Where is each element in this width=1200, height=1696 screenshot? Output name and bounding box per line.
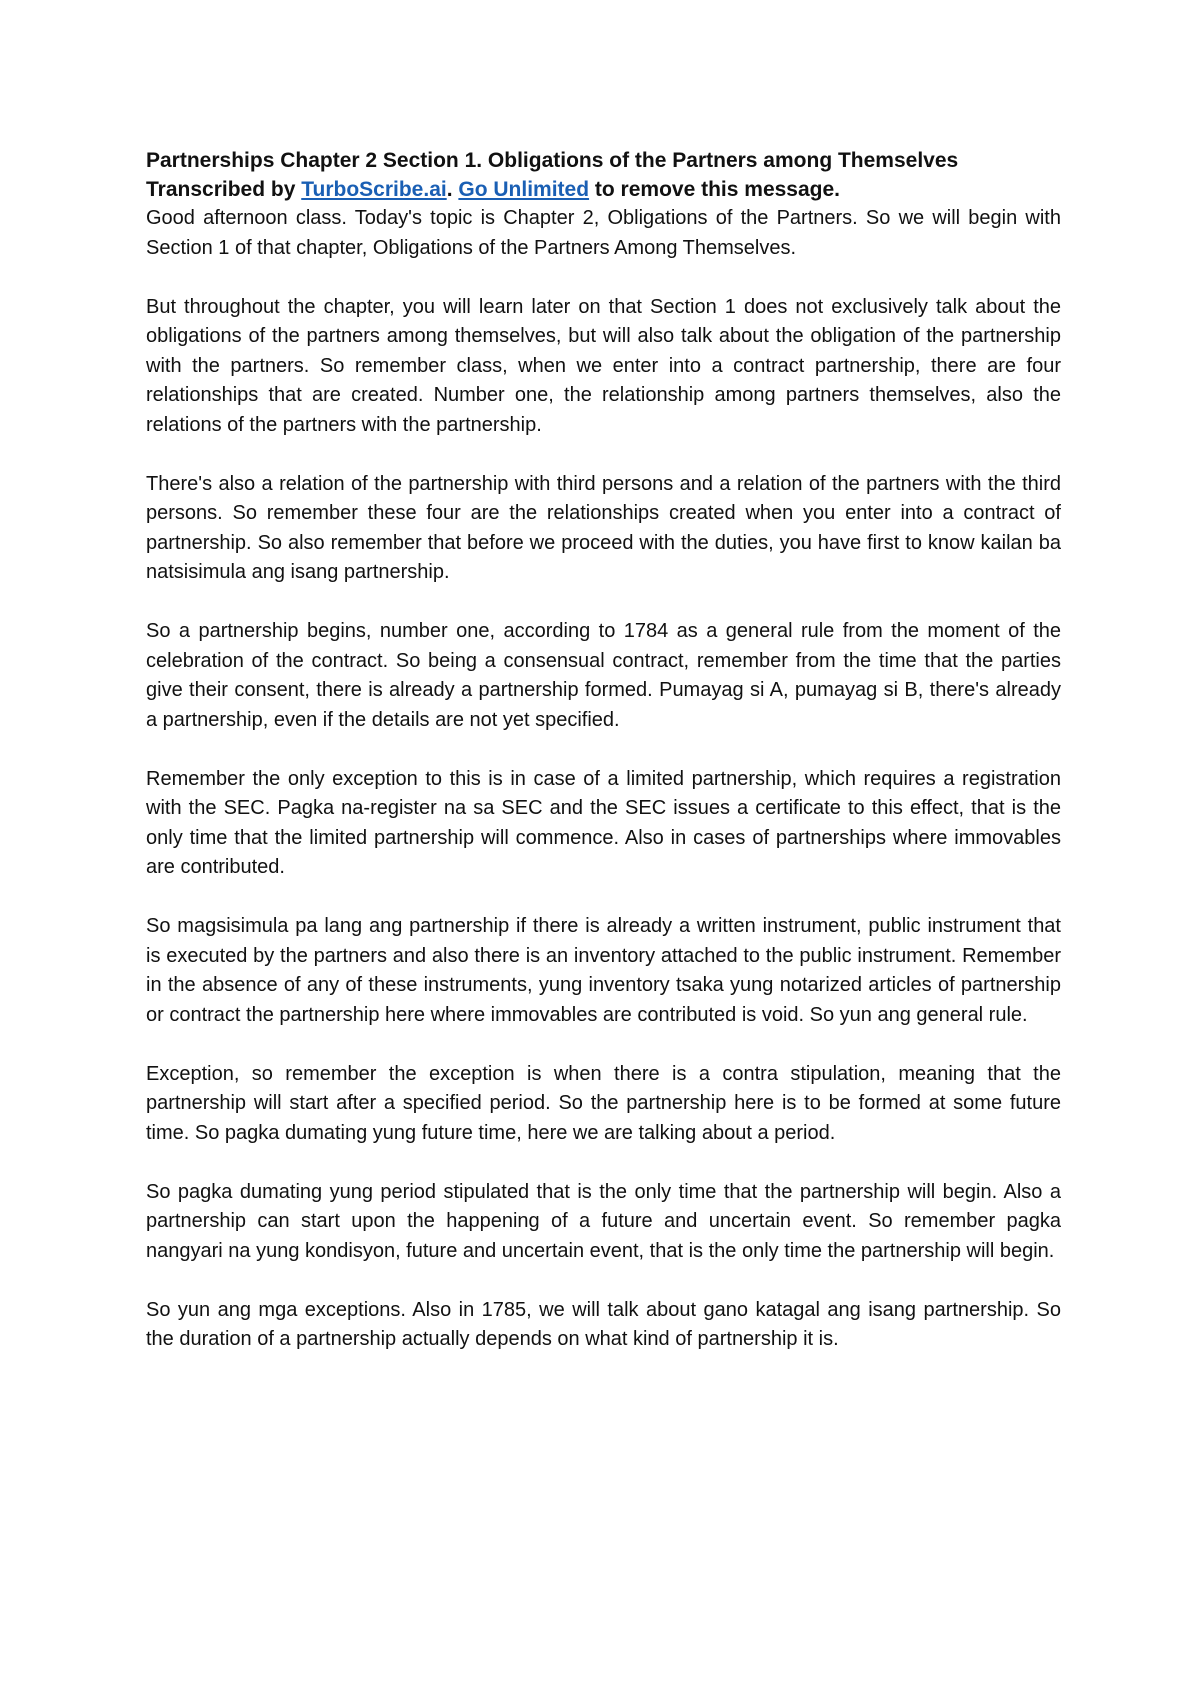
transcribed-suffix: to remove this message. [589,178,840,201]
document-title: Partnerships Chapter 2 Section 1. Obligations of the Partners among Themselves [146,149,959,172]
paragraph: Exception, so remember the exception is when there is a contra stipulation, meaning that the partnership will start after a specified period. So the partnership here is to be formed at some future time. So pagka dumating yung future time, here we are talking about a period. [146,1062,1061,1144]
paragraph: So a partnership begins, number one, according to 1784 as a general rule from the moment of the celebration of the contract. So being a consensual contract, remember from the time that the parties give their consent, there is already a partnership formed. Pumayag si A, pumayag si B, there's already a partnership, even if the details are not yet specified. [146,620,1061,731]
transcribed-prefix: Transcribed by [146,178,302,201]
paragraph: There's also a relation of the partnership with third persons and a relation of the partners with the third persons. So remember these four are the relationships created when you enter into a contract of partnership. So also remember that before we proceed with the duties, you have first to know kailan ba natsisimula ang isang partnership. [146,472,1061,583]
paragraph: But throughout the chapter, you will learn later on that Section 1 does not exclusively talk about the obligations of the partners among themselves, but will also talk about the obligation of the partnership with the partners. So remember class, when we enter into a contract partnership, there are four relationships that are created. Number one, the relationship among partners themselves, also the relations of the partners with the partnership. [146,295,1061,436]
turboscribe-link[interactable]: TurboScribe.ai [301,178,447,201]
transcribed-separator: . [446,178,459,201]
document-body [146,204,1061,1355]
paragraph: So magsisimula pa lang ang partnership if there is already a written instrument, public instrument that is executed by the partners and also there is an inventory attached to the public instrument. Remember in the absence of any of these instruments, yung inventory tsaka yung notarized articles of partnership or contract the partnership here where immovables are contributed is void. So yun ang general rule. [146,915,1061,1026]
go-unlimited-link[interactable]: Go Unlimited [458,178,590,201]
paragraph: So pagka dumating yung period stipulated that is the only time that the partnership will begin. Also a partnership can start upon the happening of a future and uncertain event. So remember pagka nangyari na yung kondisyon, future and uncertain event, that is the only time the partnership will begin. [146,1180,1061,1262]
transcription-notice [146,175,1061,204]
paragraph: So yun ang mga exceptions. Also in 1785, we will talk about gano katagal ang isang partnership. So the duration of a partnership actually depends on what kind of partnership it is. [146,1298,1061,1350]
paragraph: Remember the only exception to this is in case of a limited partnership, which requires a registration with the SEC. Pagka na-register na sa SEC and the SEC issues a certificate to this effect, that is the only time that the limited partnership will commence. Also in cases of partnerships where immovables are contributed. [146,767,1061,878]
paragraph: Good afternoon class. Today's topic is Chapter 2, Obligations of the Partners. So we will begin with Section 1 of that chapter, Obligations of the Partners Among Themselves. [146,207,1061,259]
